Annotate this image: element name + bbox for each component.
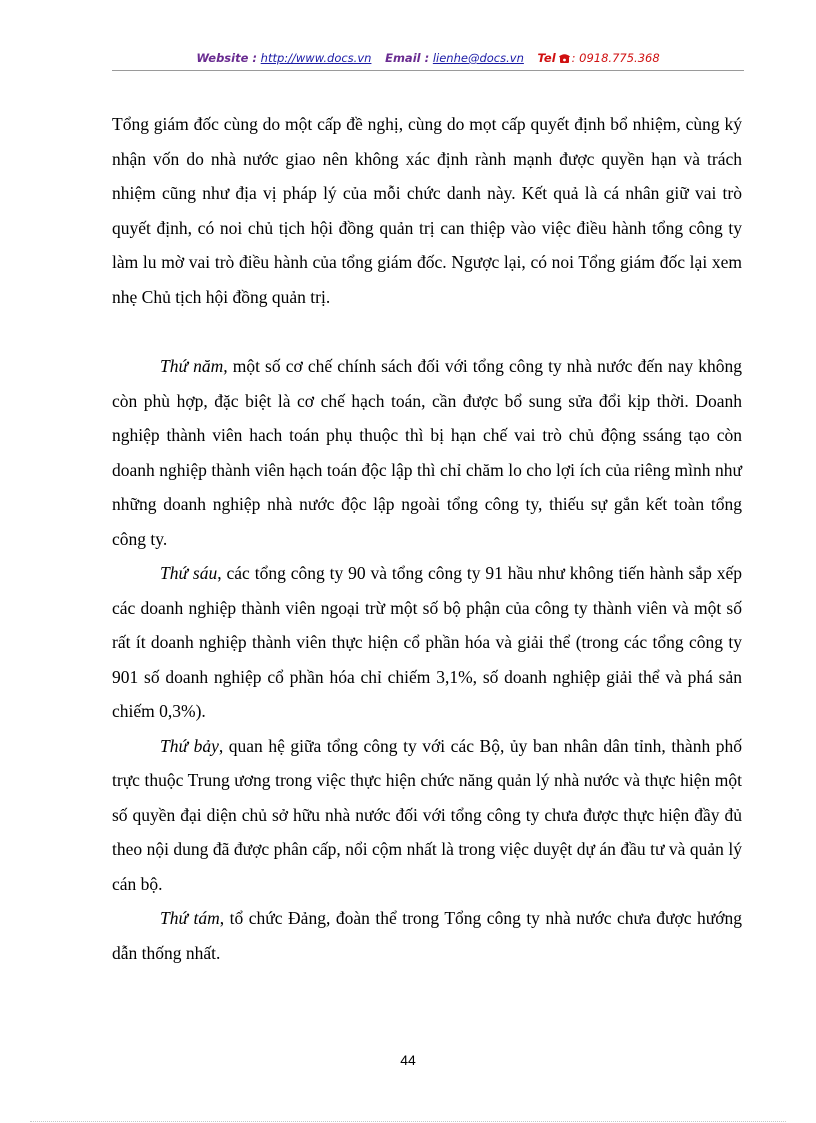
telephone-icon (559, 51, 570, 61)
paragraph-5 (112, 901, 742, 970)
tel-label: Tel (537, 51, 556, 65)
paragraph-3 (112, 556, 742, 729)
paragraph-text: một số cơ chế chính sách đối với tổng công ty nhà nước đến nay không còn phù hợp, đặc biệt là cơ chế hạch toán, cần được bổ sung sửa đổi kịp thời. Doanh nghiệp thành viên hach toán phụ thuộc thì bị hạn chế vai trò chủ động ssáng tạo còn doanh nghiệp thành viên hạch toán độc lập thì chỉ chăm lo cho lợi ích của riêng mình như những doanh nghiệp nhà nước độc lập ngoài tổng công ty, thiếu sự gắn kết toàn tổng công ty. (112, 356, 742, 549)
paragraph-2 (112, 349, 742, 556)
paragraph-text: , quan hệ giữa tổng công ty với các Bộ, ủy ban nhân dân tỉnh, thành phố trực thuộc Trung ương trong việc thực hiện chức năng quản lý nhà nước và thực hiện một số quyền đại diện chủ sở hữu nhà nước đối với tổng công ty chưa được thực hiện đầy đủ theo nội dung đã được phân cấp, nổi cộm nhất là trong việc duyệt dự án đầu tư và quản lý cán bộ. (112, 735, 743, 894)
tel-number: : 0918.775.368 (571, 51, 660, 65)
paragraph-lead: Thứ sáu (160, 563, 218, 583)
paragraph-text: , tổ chức Đảng, đoàn thể trong Tổng công ty nhà nước chưa được hướng dẫn thống nhất. (112, 908, 742, 963)
paragraph-1 (112, 107, 742, 314)
paragraph-4 (112, 729, 742, 902)
page-header (112, 50, 744, 66)
footer-divider (30, 1121, 786, 1122)
website-link[interactable]: http://www.docs.vn (260, 51, 372, 65)
paragraph-text: Tổng giám đốc cùng do một cấp đề nghị, cùng do mọt cấp quyết định bổ nhiệm, cùng ký nhận vốn do nhà nước giao nên không xác định rành mạnh được quyền hạn và trách nhiệm cũng như địa vị pháp lý của mỗi chức danh này. Kết quả là cá nhân giữ vai trò quyết định, có noi chủ tịch hội đồng quản trị can thiệp vào việc điều hành tổng công ty làm lu mờ vai trò điều hành của tổng giám đốc. Ngược lại, có noi Tổng giám đốc lại xem nhẹ Chủ tịch hội đồng quản trị. (112, 114, 742, 307)
paragraph-text: , các tổng công ty 90 và tổng công ty 91 hầu như không tiến hành sắp xếp các doanh nghiệp thành viên ngoại trừ một số bộ phận của công ty thành viên và một số rất ít doanh nghiệp thành viên thực hiện cổ phần hóa và giải thể (trong các tổng công ty 901 số doanh nghiệp cổ phần hóa chỉ chiếm 3,1%, số doanh nghiệp giải thể và phá sản chiếm 0,3%). (112, 563, 742, 721)
email-link[interactable]: lienhe@docs.vn (432, 51, 524, 65)
page-number: 44 (400, 1052, 416, 1068)
paragraph-lead: Thứ năm, (160, 356, 228, 376)
document-body (112, 107, 742, 970)
website-label: Website : (196, 51, 257, 65)
paragraph-lead: Thứ tám (160, 908, 220, 928)
email-label: Email : (385, 51, 430, 65)
paragraph-lead: Thứ bảy (160, 735, 219, 756)
header-divider (112, 70, 744, 71)
